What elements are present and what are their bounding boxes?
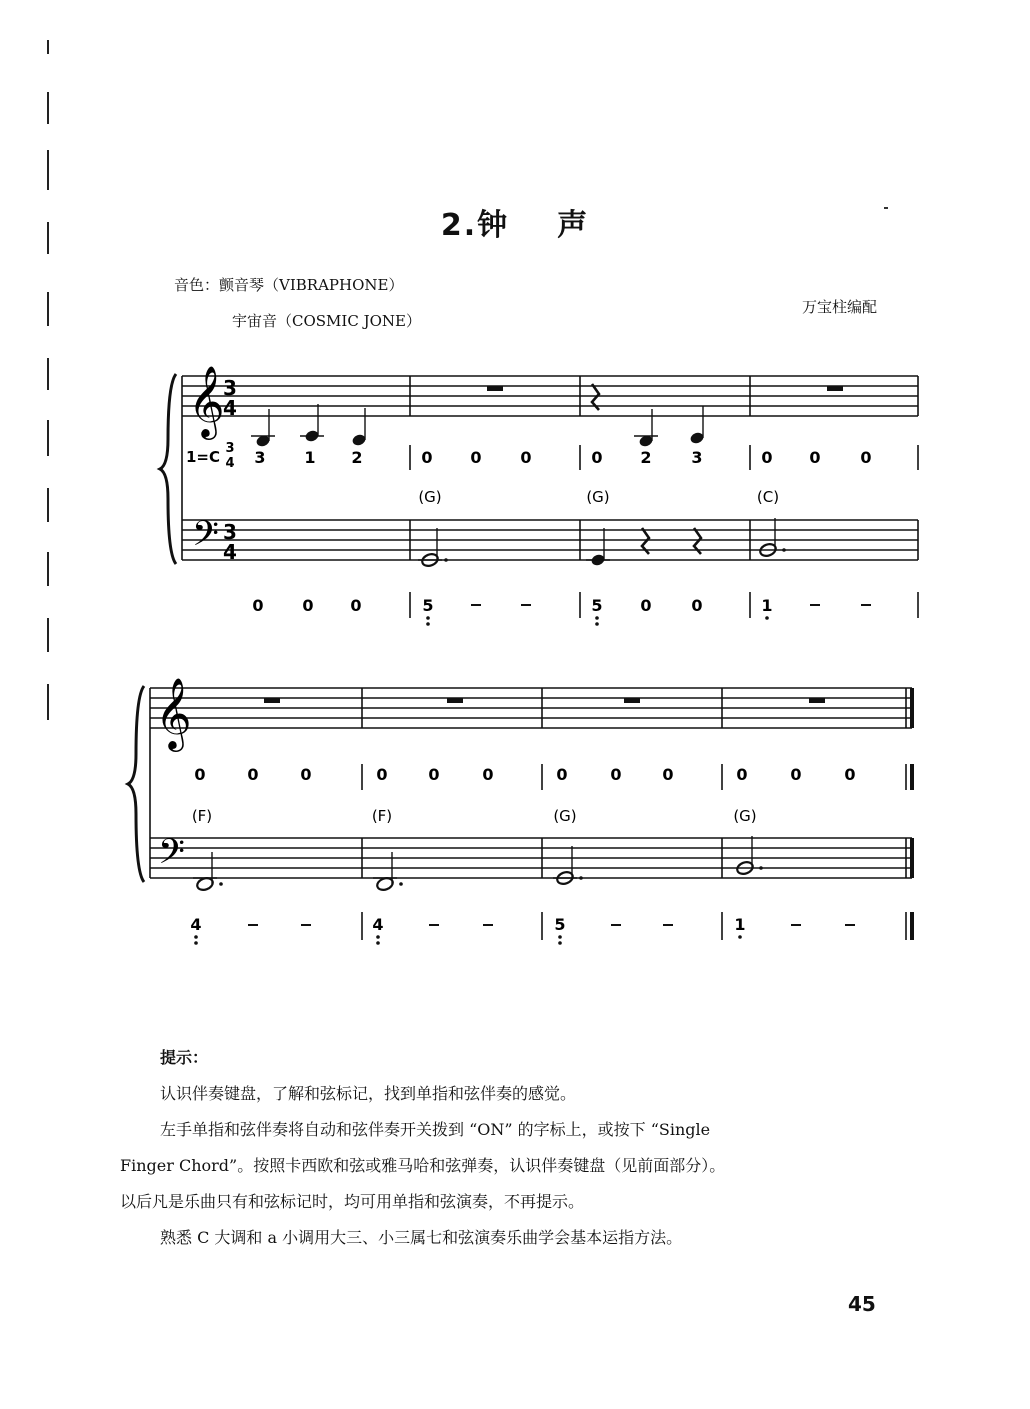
chord-symbol: (C) — [756, 488, 780, 506]
hint-paragraph-2a: 左手单指和弦伴奏将自动和弦伴奏开关拨到 “ON” 的字标上，或按下 “Single — [160, 1120, 711, 1139]
page-number: 45 — [848, 1292, 876, 1316]
numbered-note-lower: 5 — [591, 596, 603, 615]
hint-paragraph-2b: Finger Chord”。按照卡西欧和弦或雅马哈和弦弹奏，认识伴奏键盘（见前面部分）。 — [120, 1156, 726, 1175]
whole-rest — [809, 698, 825, 703]
key-time-top: 3 — [225, 441, 235, 456]
whole-rest — [447, 698, 463, 703]
numbered-note-upper: 0 — [591, 448, 603, 467]
numbered-note-upper: 0 — [809, 448, 821, 467]
arranger: 万宝柱编配 — [802, 298, 878, 316]
title-char-1: 钟 — [477, 208, 510, 243]
numbered-note-lower: 0 — [302, 596, 314, 615]
low-octave-dot — [426, 622, 430, 626]
numbered-note-upper: 0 — [482, 765, 494, 784]
numbered-note-upper: 0 — [520, 448, 532, 467]
numbered-note-upper: 0 — [428, 765, 440, 784]
chord-symbol: (G) — [553, 807, 577, 825]
chord-symbol: (G) — [733, 807, 757, 825]
treble-clef-icon: 𝄞 — [188, 364, 225, 437]
low-octave-dot — [595, 622, 599, 626]
augmentation-dot — [444, 558, 448, 562]
whole-rest — [827, 386, 843, 391]
low-octave-dot — [738, 935, 742, 939]
hint-paragraph-1: 认识伴奏键盘，了解和弦标记，找到单指和弦伴奏的感觉。 — [160, 1084, 577, 1103]
hint-paragraph-3: 熟悉 C 大调和 a 小调用大三、小三属七和弦演奏乐曲学会基本运指方法。 — [160, 1228, 683, 1247]
augmentation-dot — [399, 882, 403, 886]
grand-staff-brace — [160, 374, 176, 564]
low-octave-dot — [194, 941, 198, 945]
augmentation-dot — [219, 882, 223, 886]
numbered-note-lower: 4 — [190, 915, 202, 934]
low-octave-dot — [376, 935, 380, 939]
numbered-note-upper: 0 — [247, 765, 259, 784]
numbered-note-lower: 0 — [640, 596, 652, 615]
augmentation-dot — [759, 866, 763, 870]
bass-clef-icon: 𝄢 — [158, 831, 186, 880]
numbered-note-upper: 1 — [304, 448, 316, 467]
chord-symbol: (F) — [191, 807, 213, 825]
numbered-note-upper: 0 — [556, 765, 568, 784]
augmentation-dot — [782, 548, 786, 552]
time-signature-top: 3 — [223, 376, 237, 400]
hints-heading: 提示： — [160, 1048, 209, 1067]
chord-symbol: (F) — [371, 807, 393, 825]
numbered-note-upper: 2 — [640, 448, 652, 467]
timbre-label: 音色：颤音琴（VIBRAPHONE） — [174, 276, 404, 294]
whole-rest — [624, 698, 640, 703]
low-octave-dot — [376, 941, 380, 945]
title-number: 2. — [440, 208, 478, 243]
augmentation-dot — [579, 876, 583, 880]
chord-symbol: (G) — [586, 488, 610, 506]
low-octave-dot — [765, 616, 769, 620]
numbered-note-upper: 0 — [736, 765, 748, 784]
low-octave-dot — [558, 935, 562, 939]
timbre-second: 宇宙音（COSMIC JONE） — [232, 312, 421, 330]
time-signature-top: 3 — [223, 520, 237, 544]
hint-paragraph-2c: 以后凡是乐曲只有和弦标记时，均可用单指和弦演奏，不再提示。 — [120, 1192, 585, 1211]
key-time-bottom: 4 — [225, 456, 235, 471]
numbered-note-lower: 0 — [252, 596, 264, 615]
numbered-note-upper: 0 — [860, 448, 872, 467]
whole-rest — [487, 386, 503, 391]
numbered-note-lower: 5 — [554, 915, 566, 934]
numbered-note-upper: 3 — [691, 448, 703, 467]
low-octave-dot — [426, 616, 430, 620]
numbered-note-upper: 0 — [470, 448, 482, 467]
key-label: 1=C — [186, 448, 221, 466]
bass-clef-icon: 𝄢 — [192, 513, 220, 562]
numbered-note-lower: 5 — [422, 596, 434, 615]
numbered-note-lower: 0 — [691, 596, 703, 615]
hints-section — [120, 1040, 920, 1256]
score-system-1 — [160, 364, 918, 626]
numbered-note-lower: 1 — [734, 915, 746, 934]
chord-symbol: (G) — [418, 488, 442, 506]
numbered-note-upper: 2 — [351, 448, 363, 467]
treble-clef-icon: 𝄞 — [155, 676, 192, 749]
numbered-note-upper: 0 — [376, 765, 388, 784]
numbered-note-upper: 0 — [662, 765, 674, 784]
numbered-note-upper: 0 — [421, 448, 433, 467]
numbered-note-upper: 0 — [194, 765, 206, 784]
time-signature-bottom: 4 — [223, 540, 237, 564]
grand-staff-brace — [128, 686, 144, 882]
numbered-note-upper: 0 — [844, 765, 856, 784]
title-char-2: 声 — [557, 208, 590, 243]
numbered-note-upper: 3 — [254, 448, 266, 467]
low-octave-dot — [194, 935, 198, 939]
numbered-note-upper: 0 — [610, 765, 622, 784]
numbered-note-lower: 1 — [761, 596, 773, 615]
numbered-note-lower: 4 — [372, 915, 384, 934]
whole-rest — [264, 698, 280, 703]
numbered-note-lower: 0 — [350, 596, 362, 615]
numbered-note-upper: 0 — [300, 765, 312, 784]
low-octave-dot — [595, 616, 599, 620]
low-octave-dot — [558, 941, 562, 945]
time-signature-bottom: 4 — [223, 396, 237, 420]
score-system-2 — [128, 676, 912, 945]
numbered-note-upper: 0 — [761, 448, 773, 467]
numbered-note-upper: 0 — [790, 765, 802, 784]
